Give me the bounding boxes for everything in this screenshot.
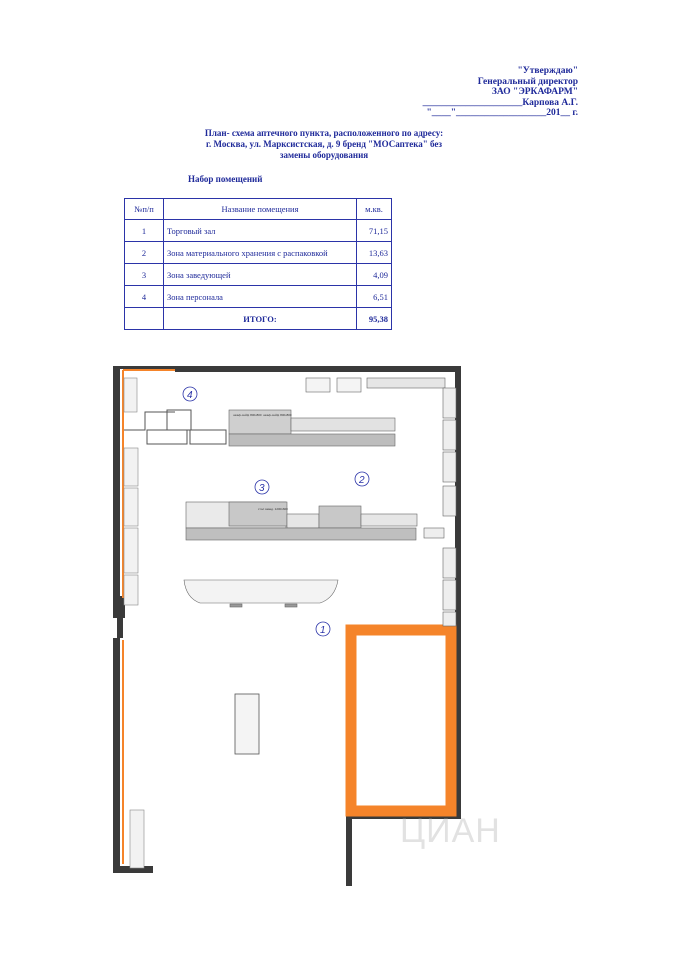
display-counter bbox=[184, 580, 338, 607]
row-name: Зона материального хранения с распаковкой bbox=[164, 242, 357, 264]
partitions bbox=[124, 410, 226, 444]
rooms-title: Набор помещений bbox=[188, 174, 263, 184]
approval-line: "____"___________________201__ г. bbox=[426, 108, 578, 118]
row-area: 6,51 bbox=[357, 286, 392, 308]
total-label: ИТОГО: bbox=[164, 308, 357, 330]
zone-1-label: 1 bbox=[320, 625, 326, 636]
counter bbox=[186, 502, 444, 540]
approval-line: Генеральный директор bbox=[477, 76, 578, 87]
table-header-cell: №п/п bbox=[125, 199, 164, 220]
cabinet-label: шкаф-сейф 800х800 bbox=[263, 413, 292, 417]
zone-2-label: 2 bbox=[359, 475, 365, 486]
watermark: ЦИАН bbox=[400, 812, 501, 850]
row-name: Зона заведующей bbox=[164, 264, 357, 286]
plan-title-line: г. Москва, ул. Марксистская, д. 9 бренд "МОСаптека" без bbox=[205, 139, 443, 149]
desk-label: стол завед. 1200х600 bbox=[258, 507, 288, 511]
cabinet-label: шкаф-сейф 800х800 bbox=[233, 413, 262, 417]
left-racks bbox=[124, 378, 144, 868]
row-area: 71,15 bbox=[357, 220, 392, 242]
plan-title-line: замены оборудования bbox=[279, 150, 369, 160]
row-num: 3 bbox=[125, 264, 164, 286]
row-num: 1 bbox=[125, 220, 164, 242]
zone-3-label: 3 bbox=[259, 483, 265, 494]
island-rack bbox=[235, 694, 259, 754]
approval-line: ЗАО "ЭРКАФАРМ" bbox=[491, 87, 578, 97]
row-num: 4 bbox=[125, 286, 164, 308]
row-area: 13,63 bbox=[357, 242, 392, 264]
approval-line: "Утверждаю" bbox=[517, 66, 578, 76]
zone-4-label: 4 bbox=[187, 390, 193, 401]
row-area: 4,09 bbox=[357, 264, 392, 286]
plan-title-line: План- схема аптечного пункта, расположенного по адресу: bbox=[204, 128, 444, 138]
approval-line: _____________________Карпова А.Г. bbox=[422, 97, 578, 108]
table-header-cell: Название помещения bbox=[164, 199, 357, 220]
total-value: 95,38 bbox=[357, 308, 392, 330]
row-name: Торговый зал bbox=[164, 220, 357, 242]
row-name: Зона персонала bbox=[164, 286, 357, 308]
row-num: 2 bbox=[125, 242, 164, 264]
table-header-cell: м.кв. bbox=[357, 199, 392, 220]
